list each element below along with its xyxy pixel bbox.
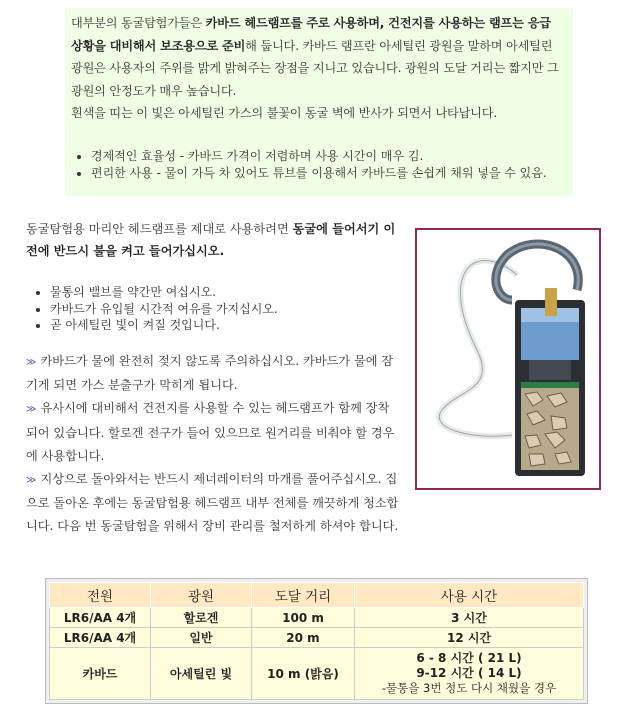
table-cell: LR6/AA 4개 (50, 628, 151, 648)
column-header: 전원 (50, 583, 151, 608)
table-cell: 20 m (252, 628, 355, 648)
usage-text: 동굴탐험용 마리안 헤드램프를 제대로 사용하려면 (26, 222, 293, 236)
list-item: • 카바드가 유입될 시간적 여유를 가지십시오. (50, 301, 278, 318)
intro-text-line2: 흰색을 띠는 이 빛은 아세틸린 가스의 불꽃이 동굴 벽에 반사가 되면서 나타납니다. (71, 106, 498, 121)
double-arrow-icon: ≫ (26, 404, 37, 416)
usage-time-line: 6 - 8 시간 ( 21 L) (416, 651, 522, 665)
table-row (50, 648, 584, 700)
usage-time-note: -물통을 3번 정도 다시 채웠을 경우 (381, 681, 557, 695)
notes-section (26, 350, 400, 539)
headlamp-generator-illustration (415, 228, 601, 490)
column-header: 광원 (151, 583, 252, 608)
double-arrow-icon: ≫ (26, 357, 37, 368)
note-text: 유사시에 대비해서 건전지를 사용할 수 있는 헤드램프가 함께 장착되어 있습니다. 할로겐 전구가 들어 있으므로 원거리를 비춰야 할 경우에 사용합니다. (26, 401, 395, 463)
double-arrow-icon: ≫ (26, 475, 37, 487)
note-text: 지상으로 돌아와서는 반드시 제너레이터의 마개를 풀어주십시오. 집으로 돌아온 후에는 동굴탐험용 헤드램프 내부 전체를 깨끗하게 청소합니다. 다음 번 동굴탐험을 위해서 장비 관리를 철저하게 하셔야 합니다. (26, 472, 399, 534)
table-cell: 카바드 (50, 648, 151, 700)
table-cell: 3 시간 (355, 608, 584, 628)
table-row (50, 608, 584, 628)
intro-box (65, 8, 573, 196)
table-cell: 아세틸린 빛 (151, 648, 252, 700)
intro-bullet-list (73, 148, 561, 182)
table-row (50, 628, 584, 648)
list-item: • 곧 아세틸린 빛이 켜질 것입니다. (50, 317, 278, 334)
intro-paragraph (71, 12, 565, 125)
intro-text-end: 해 둡니다. 카바드 램프란 아세틸린 광원을 말하며 아세틸린 광원은 사용자의 주위를 밝게 밝혀주는 장점을 지니고 있습니다. 광원의 도달 거리는 짧지만 그 광원의 안정도가 매우 높습니다. (71, 38, 559, 98)
note-item (26, 397, 400, 468)
usage-paragraph (26, 218, 400, 262)
generator-cutaway-image (417, 230, 599, 488)
list-item: • 편리한 사용 - 물이 가득 차 있어도 튜브를 이용해서 카바드를 손쉽게 채워 넣을 수 있음. (91, 165, 561, 182)
note-item (26, 468, 400, 539)
column-header: 도달 거리 (252, 583, 355, 608)
note-item (26, 350, 400, 397)
table-cell-usage-time (355, 648, 584, 700)
usage-text-bold: 동굴에 들어서기 이전에 반드시 불을 켜고 들어가십시오. (26, 222, 396, 258)
usage-bullet-list (26, 284, 278, 334)
light-source-table (49, 582, 584, 700)
usage-time-line: 9-12 시간 ( 14 L) (416, 666, 522, 680)
column-header: 사용 시간 (355, 583, 584, 608)
list-item: • 경제적인 효율성 - 카바드 가격이 저렴하며 사용 시간이 매우 김. (91, 148, 561, 165)
table-header-row (50, 583, 584, 608)
table-cell: LR6/AA 4개 (50, 608, 151, 628)
intro-text-bold: 카바드 헤드램프를 주로 사용하며, 건전지를 사용하는 램프는 응급 상황을 대비해서 보조용으로 준비 (71, 16, 551, 53)
table-cell: 100 m (252, 608, 355, 628)
table-cell: 12 시간 (355, 628, 584, 648)
table-cell: 10 m (밝음) (252, 648, 355, 700)
table-cell: 일반 (151, 628, 252, 648)
table-cell: 할로겐 (151, 608, 252, 628)
intro-text-start: 대부분의 동굴탐험가들은 (71, 16, 206, 30)
list-item: • 물통의 밸브를 약간만 여십시오. (50, 284, 278, 301)
note-text: 카바드가 물에 완전히 젖지 않도록 주의하십시오. 카바드가 물에 잠기게 되면 가스 분출구가 막히게 됩니다. (26, 354, 394, 393)
